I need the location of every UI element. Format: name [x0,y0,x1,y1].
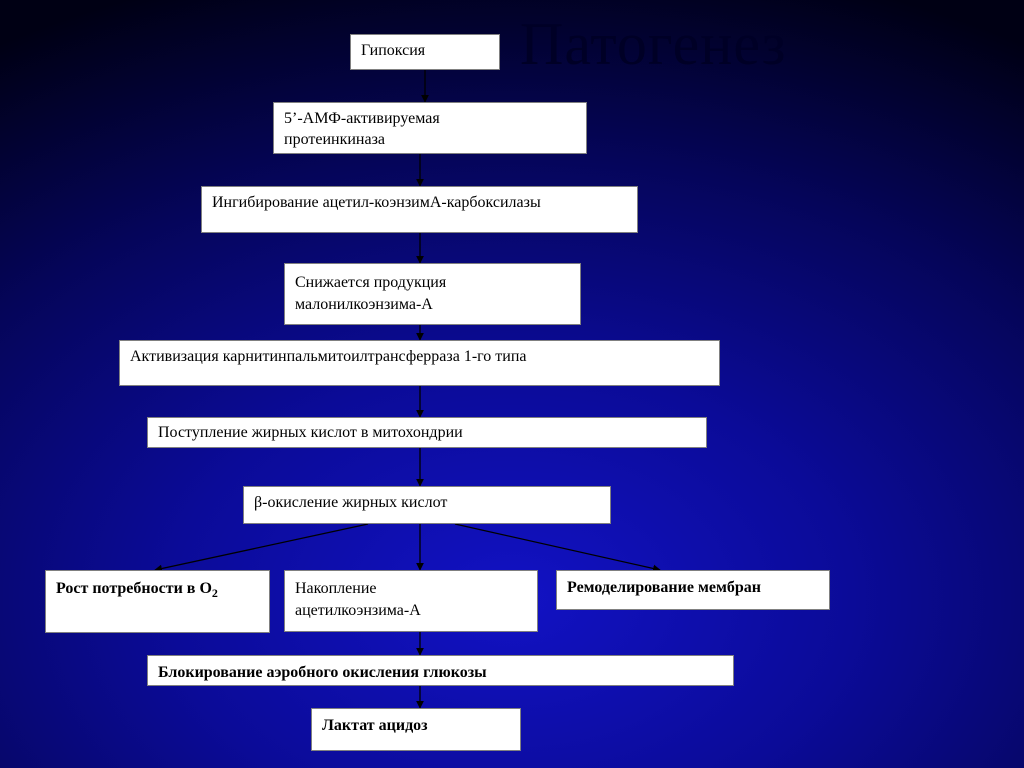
hypoxia-box [350,34,500,70]
cpt-activation-box [119,340,720,386]
beta-oxidation-label: β-окисление жирных кислот [254,494,448,511]
lactate-acidosis-box [311,708,521,751]
arrow-beta-membrane [455,524,660,570]
o2-demand-subscript: 2 [211,586,218,601]
membrane-remodeling-box [556,570,830,610]
fa-entry-label: Поступление жирных кислот в митохондрии [158,424,463,441]
glucose-block-box [147,655,734,686]
cpt-activation-label: Активизация карнитинпальмитоилтрансферраза 1-го типа [130,348,527,365]
malonyl-label-line2: малонилкоэнзима-А [295,296,433,313]
o2-demand-box [45,570,270,633]
acc-inhibition-box [201,186,638,233]
hypoxia-label: Гипоксия [361,42,426,59]
ampk-label-line2: протеинкиназа [284,131,385,148]
ampk-box [273,102,587,154]
beta-oxidation-box [243,486,611,524]
arrow-beta-o2 [155,524,368,570]
malonyl-label-line1: Снижается продукция [295,274,447,291]
acc-inhibition-label: Ингибирование ацетил-коэнзимА-карбоксилазы [212,194,541,211]
fa-entry-box [147,417,707,448]
acetylcoa-label-line2: ацетилкоэнзима-А [295,602,421,619]
slide-title: Патогенез [520,11,787,77]
ampk-label-line1: 5’-АМФ-активируемая [284,110,440,127]
lactate-acidosis-label: Лактат ацидоз [322,717,428,734]
malonyl-box [284,263,581,325]
o2-demand-label: Рост потребности в О [56,580,212,597]
glucose-block-label: Блокирование аэробного окисления глюкозы [158,664,487,681]
membrane-remodeling-label: Ремоделирование мембран [567,579,761,596]
acetylcoa-label-line1: Накопление [295,580,377,597]
acetylcoa-box [284,570,538,632]
